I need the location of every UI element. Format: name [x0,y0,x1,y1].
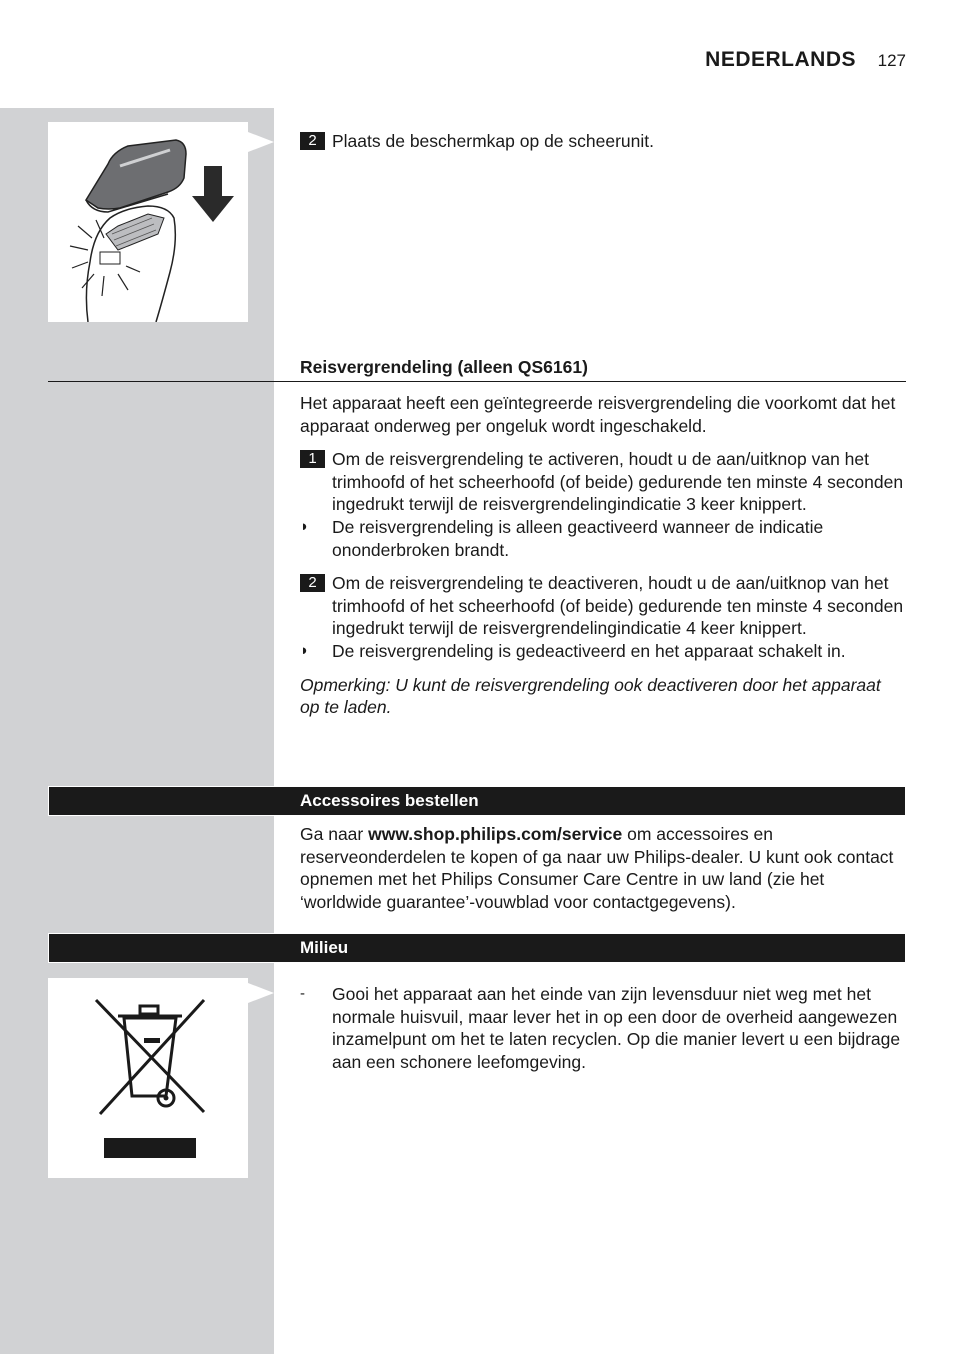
note-paragraph: Opmerking: U kunt de reisvergrendeling ook deactiveren door het apparaat op te laden. [300,674,881,718]
bullet-dash: - [300,985,305,1002]
environment-item [300,983,904,1073]
step-number: 2 [300,574,325,592]
accessories-text-before: Ga naar [300,824,369,844]
step-number: 1 [300,450,325,468]
illustration-pointer [248,132,274,152]
shaver-cap-illustration [48,122,248,322]
section-heading-accessories: Accessoires bestellen [300,791,479,810]
section-bar-environment [48,933,906,963]
header-language: NEDERLANDS [705,48,856,71]
environment-text: Gooi het apparaat aan het einde van zijn levensduur niet weg met het normale huisvuil, maar lever het in op een door de overheid aangewezen inzamelpunt om het te laten recyclen. Op die manier levert u een bijdrage aan een schonere leefomgeving. [332,984,901,1072]
step-text: Plaats de beschermkap op de scheerunit. [332,131,654,151]
result-text: De reisvergrendeling is gedeactiveerd en het apparaat schakelt in. [332,640,846,661]
step-activate [300,448,904,516]
step-text: Om de reisvergrendeling te activeren, houdt u de aan/uitknop van het trimhoofd of het scheerhoofd (of beide) gedurende ten minste 4 seconden ingedrukt terwijl de reisvergrendelingindicatie 3 keer knippert. [332,449,904,515]
crossed-bin-illustration [48,978,248,1178]
result-text: De reisvergrendeling is alleen geactiveerd wanneer de indicatie ononderbroken brandt. [332,516,824,560]
travel-lock-content [300,392,904,719]
section-heading-travel-lock: Reisvergrendeling (alleen QS6161) [300,357,588,377]
intro-paragraph: Het apparaat heeft een geïntegreerde reisvergrendeling die voorkomt dat het apparaat onderweg per ongeluk wordt ingeschakeld. [300,393,896,436]
result-marker-icon: ◗ [300,517,310,535]
section-divider [48,381,906,382]
step-activate-result [300,516,904,561]
step-place-cap [300,130,904,153]
illustration-pointer [248,983,274,1003]
crossed-bin-icon [48,978,248,1178]
shop-link[interactable]: www.shop.philips.com/service [368,824,623,844]
down-arrow-icon [192,166,234,224]
step-text: Om de reisvergrendeling te deactiveren, houdt u de aan/uitknop van het trimhoofd of het scheerhoofd (of beide) gedurende ten minste 4 seconden ingedrukt terwijl de reisvergrendelingindicatie 4 keer knippert. [332,573,904,639]
page-number: 127 [877,51,906,70]
step-number: 2 [300,132,325,150]
result-marker-icon: ◗ [300,641,310,659]
step-deactivate [300,572,904,640]
step-deactivate-result [300,640,904,663]
accessories-text-after: om accessoires en reserveonderdelen te kopen of ga naar uw Philips-dealer. U kunt ook contact opnemen met het Philips Consumer Care Centre in uw land (zie het ‘worldwide guarantee’-vouwblad voor contactgegevens). [300,824,894,912]
section-bar-accessories [48,786,906,816]
section-heading-environment: Milieu [300,938,349,957]
accessories-paragraph [300,823,900,913]
